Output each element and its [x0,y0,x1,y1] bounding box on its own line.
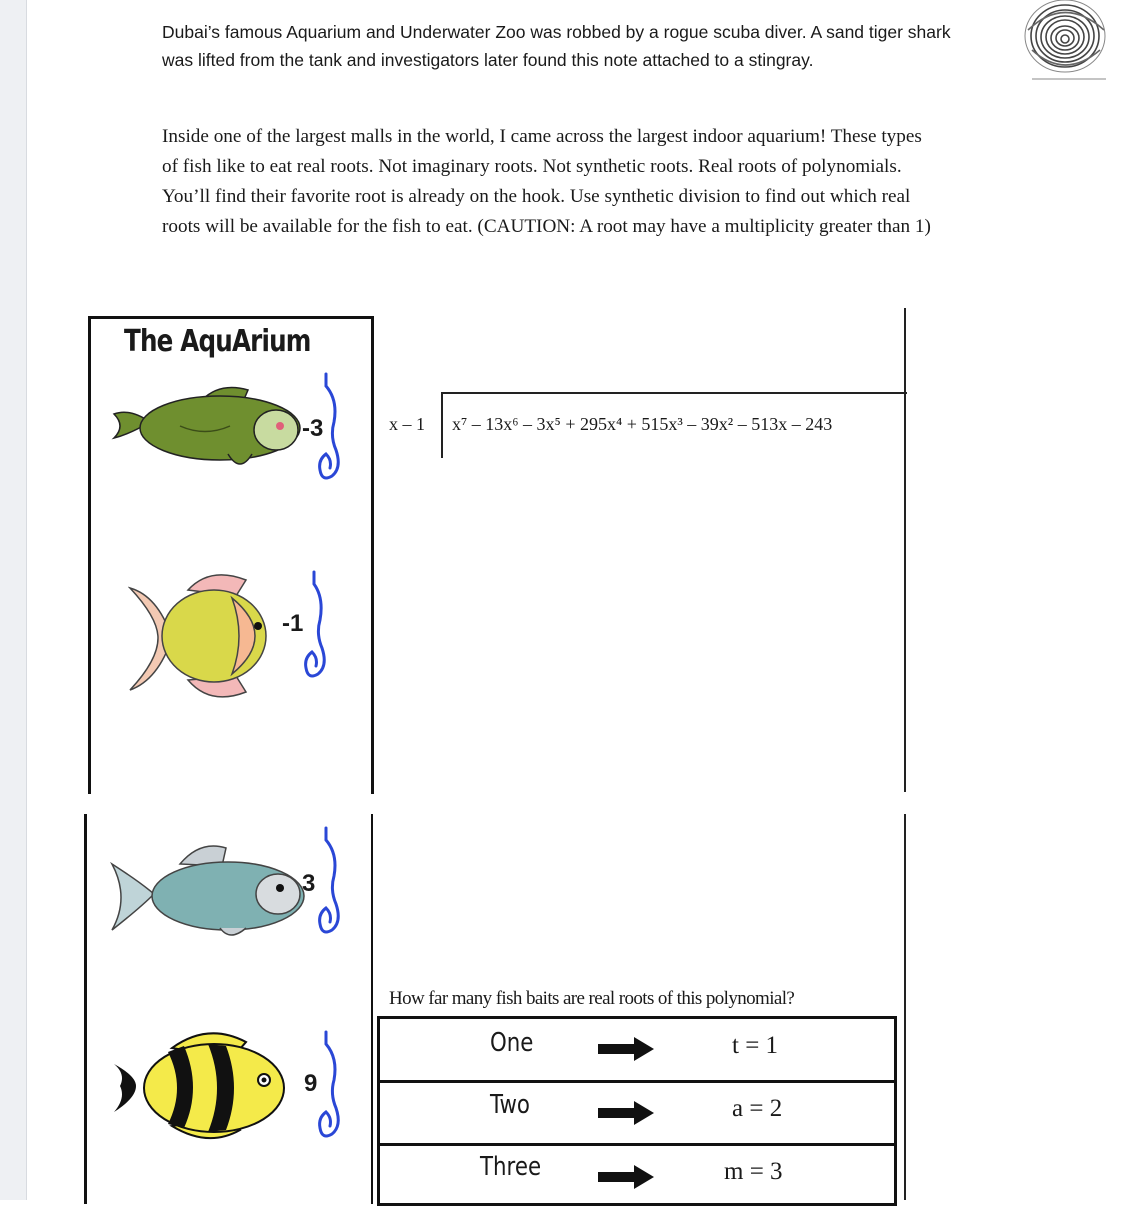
answer-question: How far many fish baits are real roots of this polynomial? [389,988,795,1009]
fingerprint-icon [1020,0,1110,82]
fish-hook-icon [316,372,348,484]
work-area-border [904,814,906,1200]
answer-word: Three [480,1152,542,1182]
striped-fish-icon [112,1028,302,1144]
note-line: Inside one of the largest malls in the world, I came across the largest indoor aquarium! These types [162,126,922,147]
fish-hook-icon [314,826,346,938]
note-paragraph [162,122,1014,242]
fish-hook-icon [314,1030,346,1142]
divisor: x – 1 [389,414,425,434]
page-margin [0,0,27,1200]
right-arrow-icon [596,1164,656,1190]
hook-value: -3 [302,415,324,442]
yellow-fish-icon [128,568,278,706]
intro-paragraph [162,18,1022,74]
green-fish-icon [110,382,310,474]
answer-word: Two [490,1090,530,1120]
note-line: of fish like to eat real roots. Not imaginary roots. Not synthetic roots. Real roots of polynomials. [162,156,902,177]
answer-word: One [490,1028,534,1058]
fish-hook-icon [300,570,332,682]
answer-value: t = 1 [732,1032,779,1059]
aquarium-title: The AquArium [124,324,311,359]
right-arrow-icon [596,1036,656,1062]
note-line: You’ll find their favorite root is already on the hook. Use synthetic division to find out which real [162,186,911,207]
answer-value: m = 3 [724,1158,783,1185]
teal-fish-icon [110,842,306,942]
division-bar [441,392,907,394]
table-divider [380,1080,894,1083]
intro-line: Dubai’s famous Aquarium and Underwater Zoo was robbed by a rogue scuba diver. A sand tiger shark [162,22,951,42]
dividend-polynomial: x⁷ – 13x⁶ – 3x⁵ + 295x⁴ + 515x³ – 39x² – 513x – 243 [452,414,833,434]
note-line: roots will be available for the fish to eat. (CAUTION: A root may have a multiplicity greater than 1) [162,216,931,237]
hook-value: 9 [304,1070,318,1097]
hook-value: 3 [302,870,316,897]
division-bracket [441,392,443,458]
table-divider [380,1143,894,1146]
work-area-border [904,308,906,792]
right-arrow-icon [596,1100,656,1126]
hook-value: -1 [282,610,304,637]
intro-line: was lifted from the tank and investigators later found this note attached to a stingray. [162,50,814,70]
answer-value: a = 2 [732,1095,783,1122]
